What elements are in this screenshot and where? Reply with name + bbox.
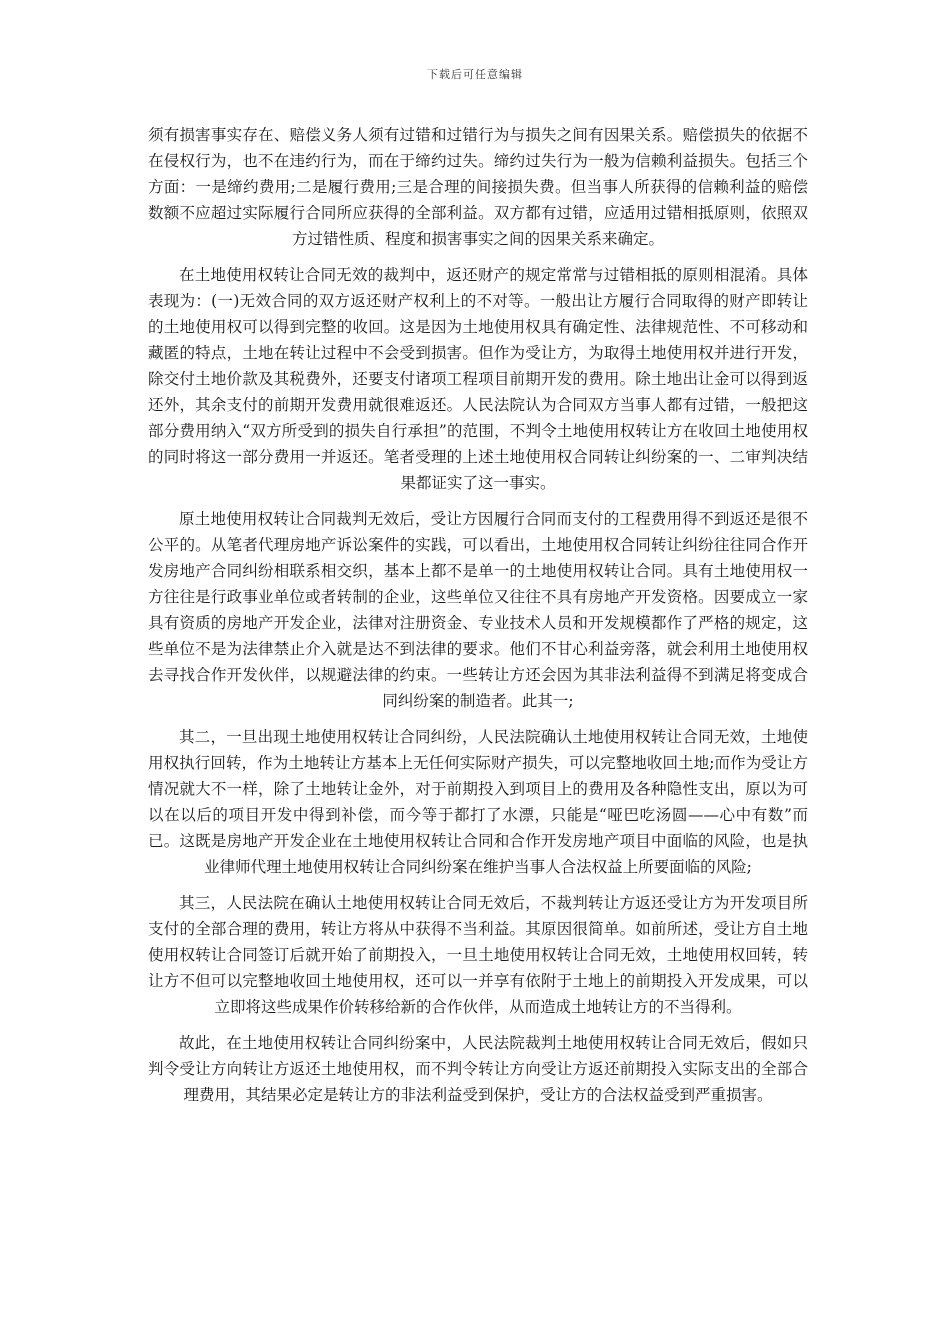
paragraph-5: 其三，人民法院在确认土地使用权转让合同无效后，不裁判转让方返还受让方为开发项目所支付的全部合理的费用，转让方将从中获得不当利益。其原因很简单。如前所述，受让方自土地使用权转让合同签订后就开始了前期投入，一旦土地使用权转让合同无效，土地使用权回转，转让方不但可以完整地收回土地使用权，还可以一并享有依附于土地上的前期投入开发成果，可以立即将这些成果作价转移给新的合作伙伴，从而造成土地转让方的不当得利。 xyxy=(148,894,808,1016)
document-body xyxy=(148,122,808,1118)
page-header: 下载后可任意编辑 xyxy=(427,68,523,81)
paragraph-3: 原土地使用权转让合同裁判无效后，受让方因履行合同而支付的工程费用得不到返还是很不公平的。从笔者代理房地产诉讼案件的实践，可以看出，土地使用权合同转让纠纷往往同合作开发房地产合同纠纷相联系相交织，基本上都不是单一的土地使用权转让合同。具有土地使用权一方往往是行政事业单位或者转制的企业，这些单位又往往不具有房地产开发资格。因要成立一家具有资质的房地产开发企业，法律对注册资金、专业技术人员和开发规模都作了严格的规定，这些单位不是为法律禁止介入就是达不到法律的要求。他们不甘心利益旁落，就会利用土地使用权去寻找合作开发伙伴，以规避法律的约束。一些转让方还会因为其非法利益得不到满足将变成合同纠纷案的制造者。此其一; xyxy=(148,510,808,710)
paragraph-2: 在土地使用权转让合同无效的裁判中，返还财产的规定常常与过错相抵的原则相混淆。具体表现为：(一)无效合同的双方返还财产权利上的不对等。一般出让方履行合同取得的财产即转让的土地使用权可以得到完整的收回。这是因为土地使用权具有确定性、法律规范性、不可移动和藏匿的特点，土地在转让过程中不会受到损害。但作为受让方，为取得土地使用权并进行开发，除交付土地价款及其税费外，还要支付诸项工程项目前期开发的费用。除土地出让金可以得到返还外，其余支付的前期开发费用就很难返还。人民法院认为合同双方当事人都有过错，一般把这部分费用纳入“双方所受到的损失自行承担”的范围，不判令土地使用权转让方在收回土地使用权的同时将这一部分费用一并返还。笔者受理的上述土地使用权合同转让纠纷案的一、二审判决结果都证实了这一事实。 xyxy=(148,266,808,492)
paragraph-1: 须有损害事实存在、赔偿义务人须有过错和过错行为与损失之间有因果关系。赔偿损失的依据不在侵权行为，也不在违约行为，而在于缔约过失。缔约过失行为一般为信赖利益损失。包括三个方面：一是缔约费用;二是履行费用;三是合理的间接损失费。但当事人所获得的信赖利益的赔偿数额不应超过实际履行合同所应获得的全部利益。双方都有过错，应适用过错相抵原则，依照双方过错性质、程度和损害事实之间的因果关系来确定。 xyxy=(148,126,808,248)
paragraph-6: 故此，在土地使用权转让合同纠纷案中，人民法院裁判土地使用权转让合同无效后，假如只判令受让方向转让方返还土地使用权，而不判令转让方向受让方返还前期投入实际支出的全部合理费用，其结果必定是转让方的非法利益受到保护，受让方的合法权益受到严重损害。 xyxy=(148,1034,808,1104)
paragraph-4: 其二，一旦出现土地使用权转让合同纠纷，人民法院确认土地使用权转让合同无效，土地使用权执行回转，作为土地转让方基本上无任何实际财产损失，可以完整地收回土地;而作为受让方情况就大不一样，除了土地转让金外，对于前期投入到项目上的费用及各种隐性支出，原以为可以在以后的项目开发中得到补偿，而今等于都打了水漂，只能是“哑巴吃汤圆——心中有数”而已。这既是房地产开发企业在土地使用权转让合同和合作开发房地产项目中面临的风险，也是执业律师代理土地使用权转让合同纠纷案在维护当事人合法权益上所要面临的风险; xyxy=(148,728,808,876)
